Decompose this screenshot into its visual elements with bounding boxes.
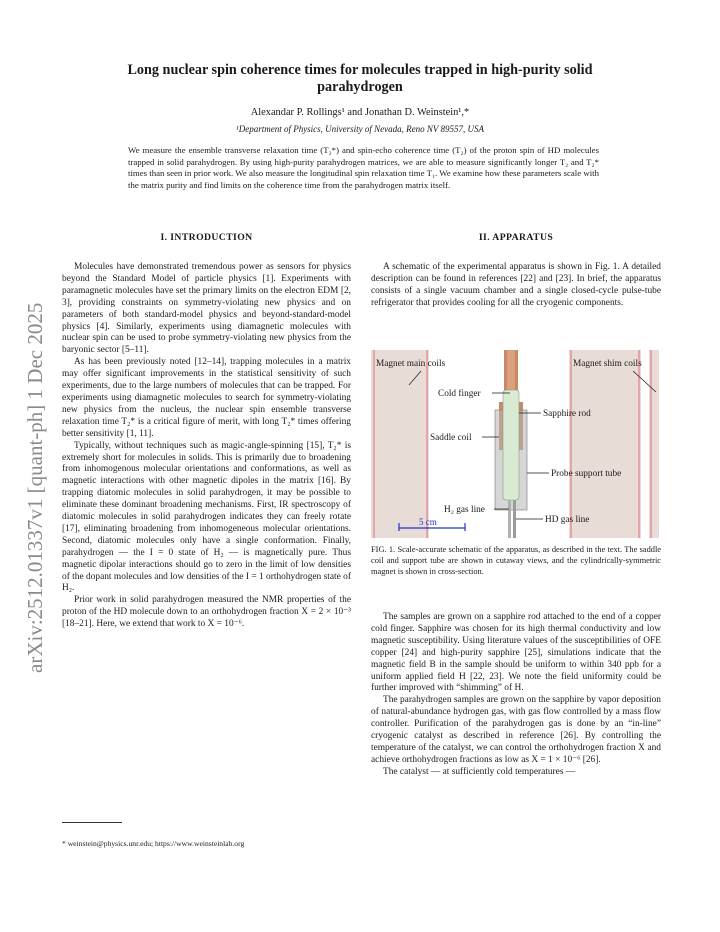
label-hd-gas-line: HD gas line xyxy=(545,515,590,525)
authors: Alexandar P. Rollings¹ and Jonathan D. Weinstein¹,* xyxy=(250,107,470,118)
arxiv-identifier xyxy=(8,245,58,675)
apparatus-paragraph-1: A schematic of the experimental apparatus is shown in Fig. 1. A detailed description can be found in references [22] and [23]. In brief, the apparatus consists of a single vacuum chamber and a single closed-cycle pulse-tube refrigerator that provides cooling for all the cryogenic components. xyxy=(371,262,661,308)
intro-paragraph-3: Typically, without techniques such as magic-angle-spinning [15], T₂* is extremely short for molecules in solids. This is primarily due to broadening from inhomogenous molecular orientations and conformations, as well as magnetic interactions with other magnetic dipoles in the matrix [16]. By trapping diatomic molecules in solid parahydrogen, it may be possible to eliminate these dominant broadening mechanisms. First, IR spectroscopy of diatomic molecules in solid parahydrogen indicates they can freely rotate [17], eliminating broadening from inhomogeneous molecular orientations. Second, diatomic molecules only have a single conformation. Finally, parahydrogen — the I = 0 state of H₂ — is magnetically pure. Thus magnetic dipolar interactions should go to zero in the limit of low densities of the dopant molecules and low densities of the I = 1 orthohydrogen state of H₂. xyxy=(62,440,351,594)
label-main-coils: Magnet main coils xyxy=(376,359,446,369)
footnote-rule xyxy=(62,822,122,823)
apparatus-paragraph-3: The parahydrogen samples are grown on the sapphire by vapor deposition of natural-abundance hydrogen gas, with gas flow controlled by a mass flow controller. Purification of the parahydrogen gas is done by an “in-line” cryogenic catalyst as described in reference [26]. By controlling the temperature of the catalyst, we can control the orthohydrogen fraction X and achieve orthohydrogen fractions as low as X = 1 × 10⁻⁶ [26]. xyxy=(371,695,661,765)
apparatus-paragraph-4: The catalyst — at sufficiently cold temperatures — xyxy=(383,766,576,777)
label-probe-tube: Probe support tube xyxy=(551,469,622,479)
section-heading-apparatus: II. APPARATUS xyxy=(478,232,554,243)
label-shim-coils: Magnet shim coils xyxy=(573,359,642,369)
apparatus-paragraph-2: The samples are grown on a sapphire rod attached to the end of a copper cold finger. Sapphire was chosen for its high thermal conductivity and low magnetic susceptibility. Using literature values of the susceptibilities of OFE copper [24] and high-purity sapphire [25], simulations indicate that the magnetic field B in the sample should be uniform to within 340 ppb for a uniform applied field H [22, 23]. We note the field uniformity could be further improved with “shimming” of H. xyxy=(371,612,661,694)
arxiv-id-text: arXiv:2512.01337v1 [quant-ph] 1 Dec 2025 xyxy=(23,302,47,673)
intro-paragraph-2: As has been previously noted [12–14], trapping molecules in a matrix may offer significant improvements in the statistical sensitivity of such experiments, due to the large numbers of molecules that can be trapped. For experiments using diamagnetic molecules to search for symmetry-violating new physics from the nucleus, the nuclear spin ensemble transverse relaxation time T₂* is a critical figure of merit, with long T₂* times offering better sensitivity [1, 11]. xyxy=(62,357,351,439)
figure-1-caption: FIG. 1. Scale-accurate schematic of the apparatus, as described in the text. The saddle coil and support tube are shown in cutaway views, and the cylindrically-symmetric magnet is shown in cross-section. xyxy=(371,545,661,576)
label-h2-gas-line: H₂ gas line xyxy=(444,505,485,515)
scale-label: 5 cm xyxy=(419,517,437,527)
intro-paragraph-4: Prior work in solid parahydrogen measured the NMR properties of the proton of the HD molecule down to an orthohydrogen fraction X = 2 × 10⁻³ [18–21]. Here, we extend that work to X = 10⁻⁶. xyxy=(62,595,351,630)
affiliation: ¹Department of Physics, University of Nevada, Reno NV 89557, USA xyxy=(236,124,484,134)
label-sapphire-rod: Sapphire rod xyxy=(543,409,591,419)
intro-paragraph-1: Molecules have demonstrated tremendous power as sensors for physics beyond the Standard Model of particle physics [1]. Experiments with paramagnetic molecules have set the primary limits on the electron EDM [2, 3], providing constraints on symmetry-violating new physics and on parameters of both standard-model physics and beyond-standard-model physics [4]. Similarly, experiments using diamagnetic molecules with nuclear spin can be used to probe symmetry-violating new physics from the baryonic sector [5–11]. xyxy=(62,262,351,356)
apparatus-column-top xyxy=(371,262,661,310)
figure-1-schematic xyxy=(371,350,661,538)
label-cold-finger: Cold finger xyxy=(438,389,481,399)
abstract: We measure the ensemble transverse relaxation time (T₂*) and spin-echo coherence time (T₂) of the proton spin of HD molecules trapped in solid parahydrogen. By using high-purity parahydrogen matrices, we are able to measure significantly longer T₂ and T₂* times than seen in prior work. We also measure the longitudinal spin relaxation time T₁. We examine how these parameters scale with the matrix purity and find limits on the coherence time from the parahydrogen matrix itself. xyxy=(128,145,599,191)
section-heading-introduction: I. INTRODUCTION xyxy=(160,232,253,243)
footnote-email: * weinstein@physics.unr.edu; https://www.weinsteinlab.org xyxy=(62,839,245,848)
label-saddle-coil: Saddle coil xyxy=(430,433,472,443)
hd-gas-line xyxy=(513,500,516,538)
apparatus-column-bottom xyxy=(371,612,661,779)
introduction-column xyxy=(62,262,351,631)
main-coil-right xyxy=(569,350,641,538)
paper-title xyxy=(80,62,640,96)
sapphire-rod xyxy=(503,390,519,500)
h2-gas-line xyxy=(508,500,511,538)
title-line-1: Long nuclear spin coherence times for molecules trapped in high-purity solid xyxy=(127,62,593,78)
main-coil-left xyxy=(371,350,429,538)
title-line-2: parahydrogen xyxy=(317,79,403,95)
